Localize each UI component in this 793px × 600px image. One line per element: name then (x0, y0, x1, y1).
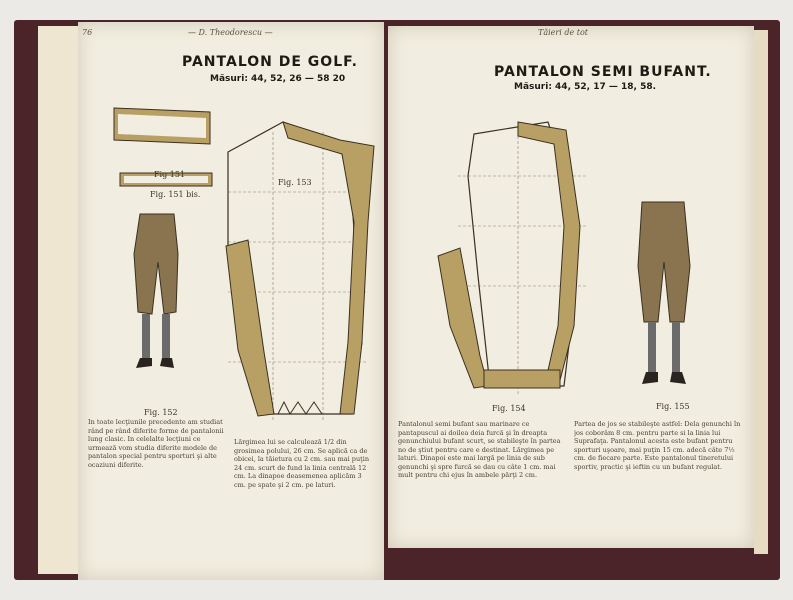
left-paragraph-2: Lărgimea lui se calculează 1/2 din grosimea polului, 26 cm. Se aplică ca de obicei, la tăietura cu 2 cm. sau mai puţin 24 cm. scurt de fund la linia centrală 12 cm. La dinapoe deasemenea aplicăm 3 cm. pe spate şi 2 cm. pe laturi. (234, 438, 370, 489)
back-leg-piece (283, 122, 374, 414)
right-page-title: PANTALON SEMI BUFANT. (494, 64, 712, 80)
right-running-head: Tăieri de tot (538, 28, 588, 37)
fig-153-caption: Fig. 153 (278, 178, 312, 187)
fig-155-caption: Fig. 155 (656, 402, 690, 411)
left-page-title: PANTALON DE GOLF. (182, 54, 358, 70)
left-page-measures: Măsuri: 44, 52, 26 — 58 20 (210, 74, 346, 84)
golf-trousers-illustration (134, 214, 178, 368)
left-paragraph-1: In toate lecţiunile precedente am studiat rând pe rând diferite forme de pantalonii lung clasic. In celelalte lecţiuni ce urmează vom studia diferite modele de pantalon special pentru sporturi şi alte ocaziuni diferite. (88, 418, 224, 469)
semi-bufant-trousers-illustration (638, 202, 690, 384)
semi-bufant-front-piece (438, 248, 488, 388)
left-page (78, 22, 384, 580)
fig-154-caption: Fig. 154 (492, 404, 526, 413)
semi-bufant-back-piece (518, 122, 580, 388)
right-paragraph-2: Partea de jos se stabileşte astfel: Dela genunchi în jos coborâm 8 cm. pentru parte si la linia lui Suprafaţa. Pantalonul acesta este bufant pentru sporturi uşoare, mai puţin 15 cm. adecă câte 7½ cm. de fiecare parte. Este pantalonul tineretului sportiv, practic şi ieftin cu un bufant regulat. (574, 420, 741, 471)
page-stack-right (754, 30, 768, 554)
left-running-head: — D. Theodorescu — (188, 28, 273, 37)
right-page-measures: Măsuri: 44, 52, 17 — 18, 58. (514, 82, 657, 92)
fig-151-bis-caption: Fig. 151 bis. (150, 190, 201, 199)
fig-151-caption: Fig 151 (154, 170, 186, 179)
left-page-number: 76 (82, 28, 93, 37)
right-paragraph-1: Pantalonul semi bufant sau marinare ce pantapuscul ai doilea deia furcă şi în dreapta genunchiului bufant scurt, se stabileşte în partea no de ştiut pentru care e destinat. Lărgimea pe laturi. Dinapoi este mai largă pe linia de sub genunchi şi spre furcă se dau cu câte 1 cm. mai mult pentru chi ejus în ambele părţi 2 cm. (398, 420, 561, 479)
cuff-piece (484, 370, 560, 388)
front-leg-piece (226, 240, 274, 416)
page-stack-left (38, 26, 80, 574)
fig-152-caption: Fig. 152 (144, 408, 178, 417)
right-page (388, 26, 754, 548)
